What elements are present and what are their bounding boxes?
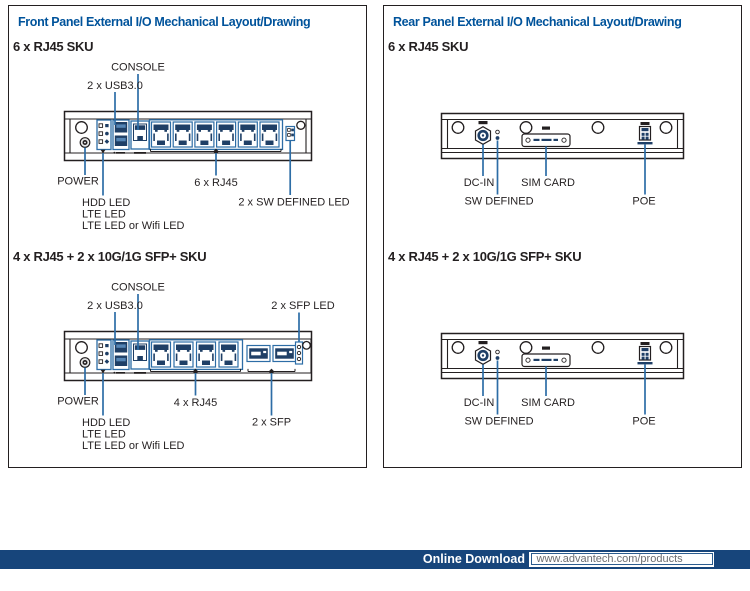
download-url[interactable]: www.advantech.com/products [531, 553, 713, 565]
rj45-count-label: 6 x RJ45 [194, 177, 238, 189]
poe-label: POE [632, 415, 656, 428]
rj45-port [174, 342, 193, 367]
rj45-port [195, 122, 214, 147]
rj45-port [219, 342, 238, 367]
lte-wifi-led-label: LTE LED or Wifi LED [82, 440, 185, 452]
screw-hole [592, 122, 604, 134]
front-sku-rj45-heading: 6 x RJ45 SKU [13, 39, 94, 54]
hdd-led-label: HDD LED [82, 197, 131, 209]
lte-led-label: LTE LED [82, 428, 126, 441]
power-button [80, 358, 90, 368]
lte-led-label: LTE LED [82, 208, 126, 221]
front-panel-title: Front Panel External I/O Mechanical Layout/Drawing [18, 15, 311, 29]
sw-defined-led-block [286, 127, 295, 141]
power-label: POWER [57, 175, 99, 188]
console-port [131, 121, 149, 154]
console-label: CONSOLE [111, 281, 165, 294]
front-panel-section [8, 5, 367, 468]
rj45-port [173, 122, 192, 147]
rj45-port [197, 342, 216, 367]
rj45-port [238, 122, 257, 147]
rear-6rj45-diagram [384, 56, 744, 216]
sim-card-label: SIM CARD [521, 177, 575, 189]
rj45-port [217, 122, 236, 147]
dc-in-label: DC-IN [463, 397, 495, 409]
lte-wifi-led-label: LTE LED or Wifi LED [82, 220, 185, 232]
console-port [131, 341, 149, 374]
usb-label: 2 x USB3.0 [87, 80, 143, 92]
usb-label: 2 x USB3.0 [87, 300, 143, 312]
poe-label: POE [632, 195, 656, 208]
rj45-port [152, 122, 171, 147]
download-url-box [529, 552, 714, 567]
sw-defined-label: SW DEFINED [464, 415, 534, 428]
rear-sku-sfp-heading: 4 x RJ45 + 2 x 10G/1G SFP+ SKU [388, 249, 582, 264]
front-sku-sfp-heading: 4 x RJ45 + 2 x 10G/1G SFP+ SKU [13, 249, 207, 264]
sfp-cage [247, 346, 270, 362]
rear-panel-section [383, 5, 742, 468]
status-led-block [97, 120, 111, 150]
sw-defined-label: SW DEFINED [464, 195, 534, 208]
screw-hole [303, 342, 311, 350]
screw-hole [297, 121, 305, 129]
front-6rj45-diagram [9, 56, 369, 236]
rear-panel-title: Rear Panel External I/O Mechanical Layout/Drawing [393, 15, 682, 29]
rj45-port-group [150, 120, 283, 150]
rj45-port [152, 342, 171, 367]
screw-hole [520, 122, 532, 134]
sfp-cage [273, 346, 296, 362]
screw-hole [660, 342, 672, 354]
status-led-block [97, 340, 111, 370]
power-button [80, 138, 90, 148]
screw-hole [452, 122, 464, 134]
rj45-count-label: 4 x RJ45 [173, 397, 218, 409]
sfp-count-label: 2 x SFP [251, 416, 292, 429]
sfp-led-label: 2 x SFP LED [271, 300, 335, 312]
rear-sfp-diagram [384, 276, 744, 436]
hdd-led-label: HDD LED [82, 417, 131, 429]
console-label: CONSOLE [111, 61, 165, 74]
sim-card-label: SIM CARD [521, 397, 575, 409]
rj45-port-group [150, 340, 243, 370]
screw-hole [76, 342, 88, 354]
screw-hole [660, 122, 672, 134]
usb-ports [113, 120, 129, 154]
screw-hole [76, 122, 88, 134]
power-label: POWER [57, 395, 99, 408]
sw-defined-led-label: 2 x SW DEFINED LED [238, 196, 350, 209]
usb-ports [113, 340, 129, 374]
front-sfp-diagram [9, 276, 369, 456]
sfp-led-block [296, 342, 303, 364]
online-download-badge: Online Download [422, 552, 525, 566]
dc-in-label: DC-IN [463, 177, 495, 189]
screw-hole [520, 342, 532, 354]
rear-sku-rj45-heading: 6 x RJ45 SKU [388, 39, 469, 54]
rj45-port [260, 122, 279, 147]
footer-bar [0, 550, 750, 569]
screw-hole [452, 342, 464, 354]
screw-hole [592, 342, 604, 354]
